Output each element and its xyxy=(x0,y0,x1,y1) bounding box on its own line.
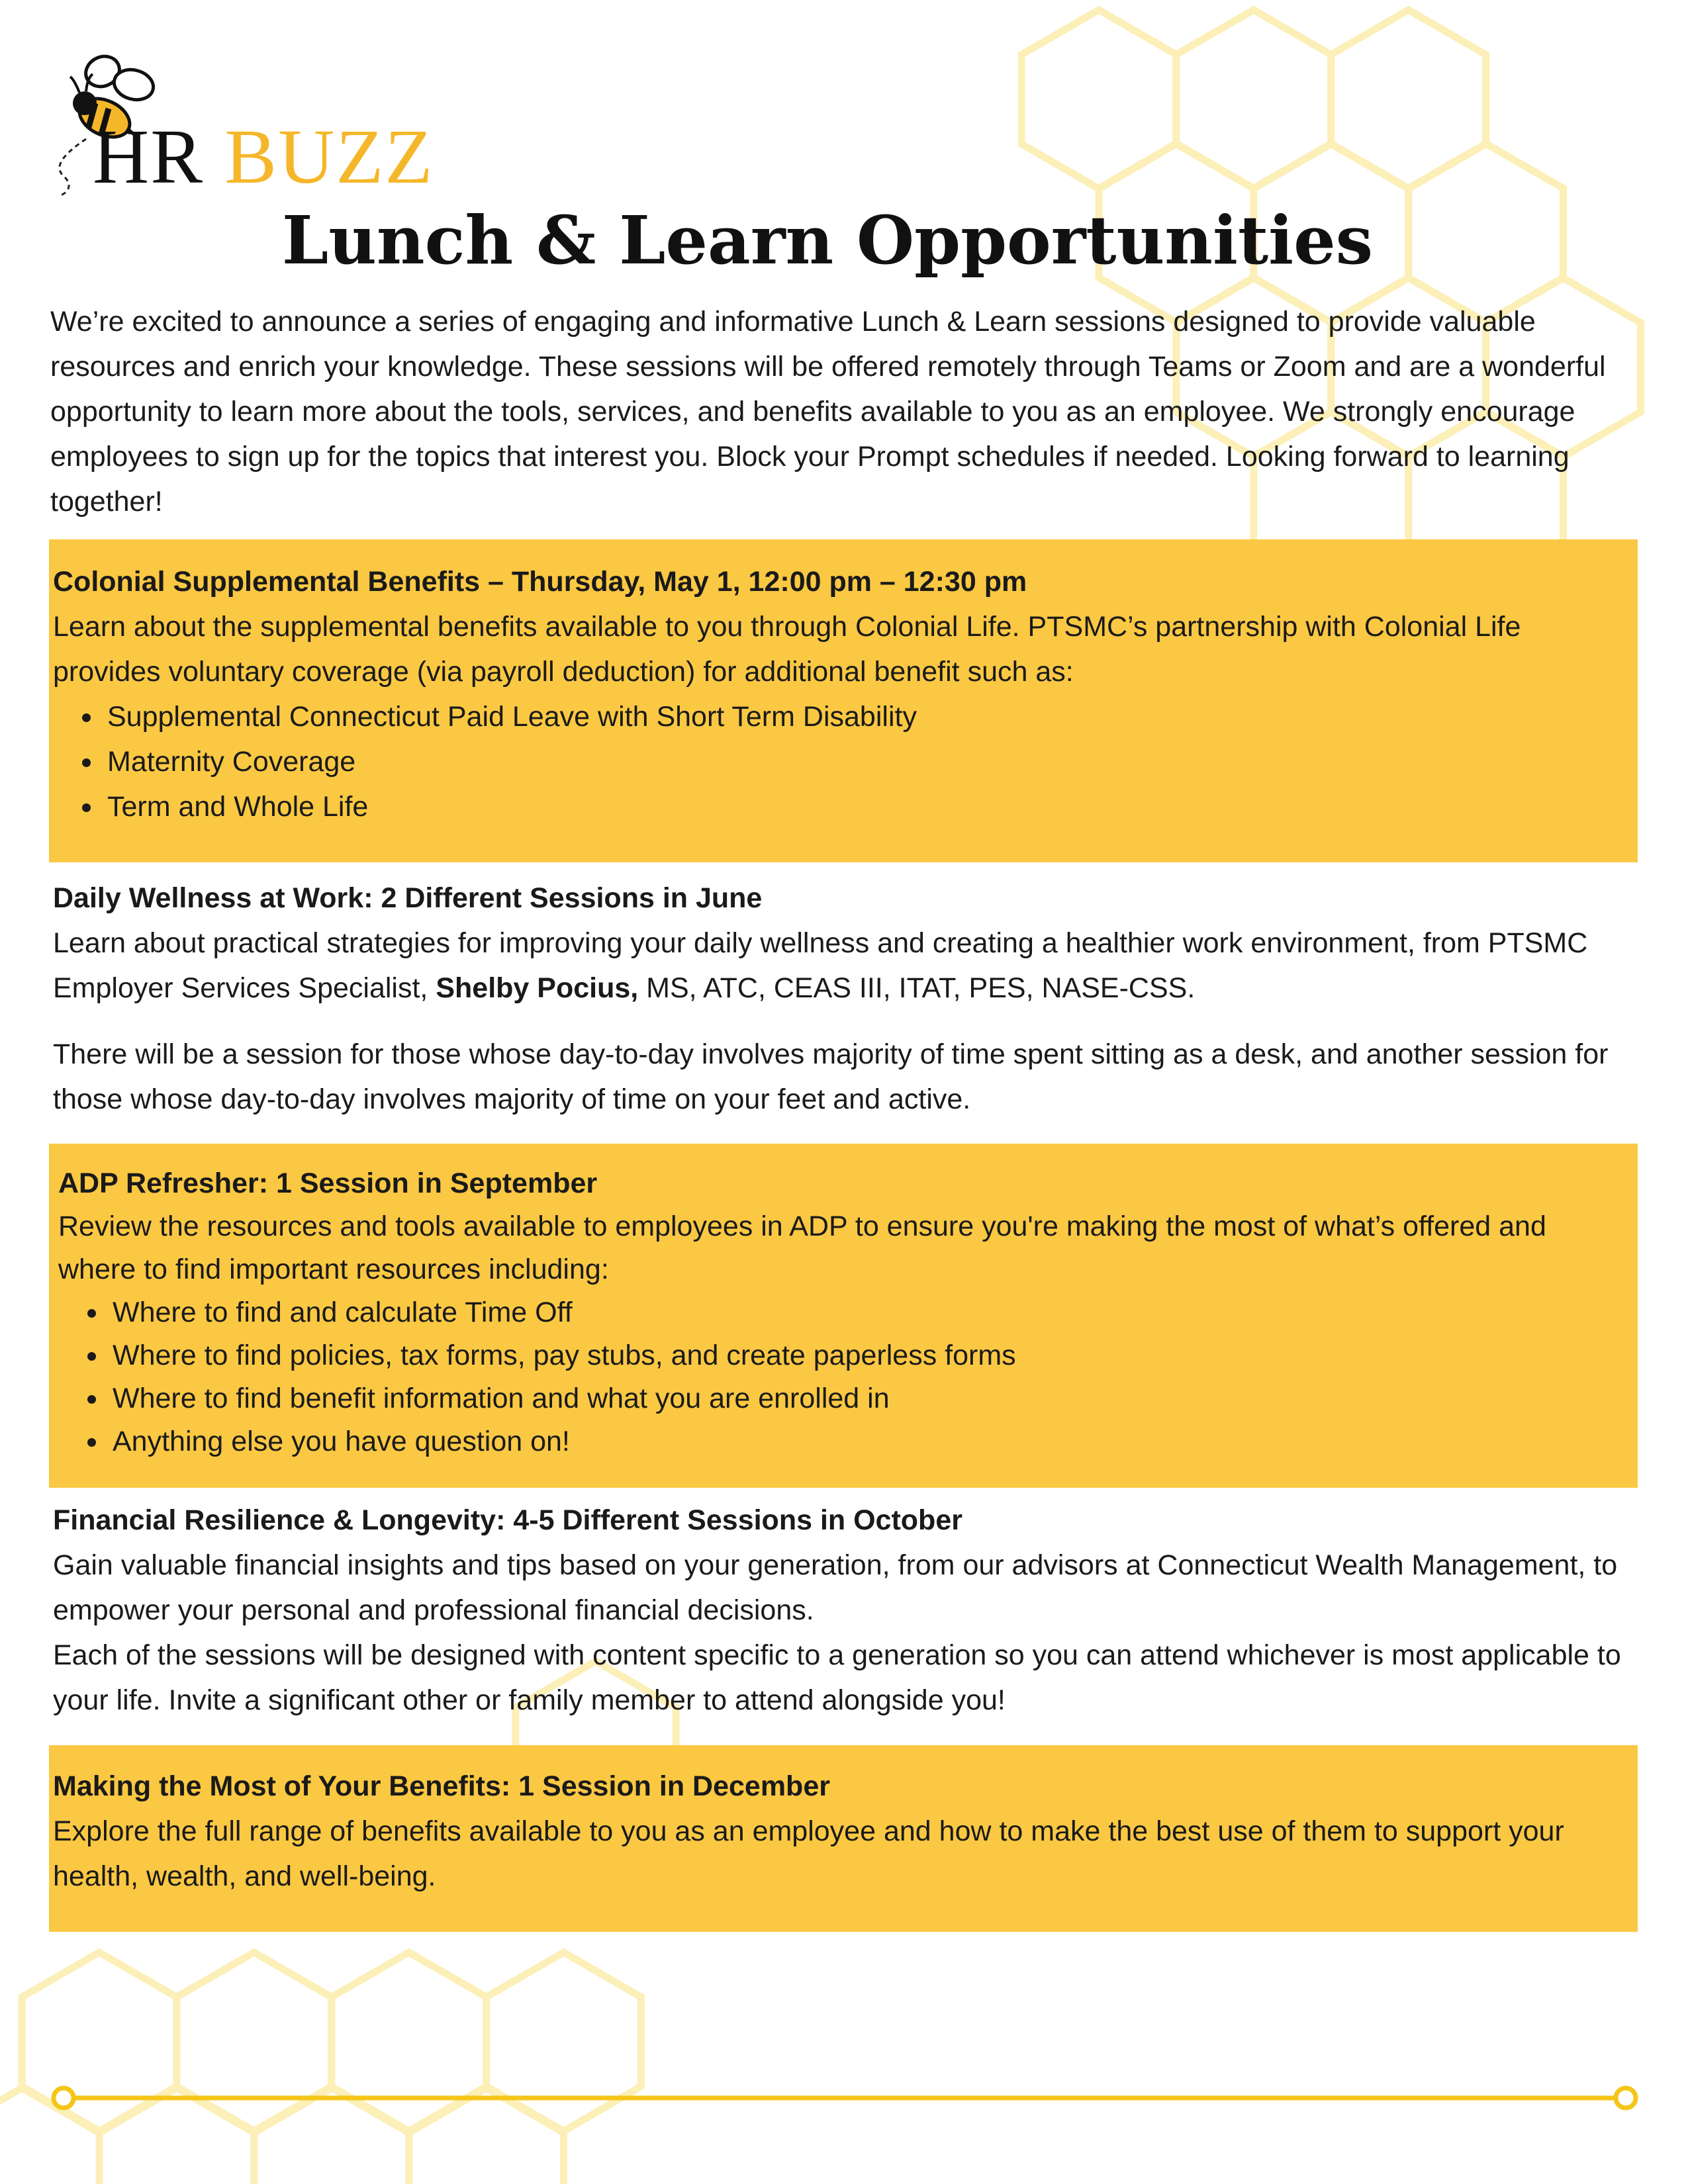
logo-buzz-text: BUZZ xyxy=(224,113,434,200)
section-title: Financial Resilience & Longevity: 4-5 Different Sessions in October xyxy=(53,1504,962,1536)
speaker-name: Shelby Pocius, xyxy=(436,972,639,1004)
footer-divider xyxy=(50,2085,1639,2111)
list-item: • Where to find and calculate Time Off xyxy=(109,1291,1628,1334)
daily-wellness-section xyxy=(49,876,1638,1122)
section-body-secondary: Each of the sessions will be designed with content specific to a generation so you can attend whichever is most applicable to your life. Invite a significant other or family member to attend alongside you! xyxy=(53,1639,1621,1716)
section-body: Learn about the supplemental benefits available to you through Colonial Life. PTSMC’s partnership with Colonial Life provides voluntary coverage (via payroll deduction) for additional benefit such as: xyxy=(53,611,1521,688)
section-body: Explore the full range of benefits available to you as an employee and how to make the best use of them to support your health, wealth, and well-being. xyxy=(53,1815,1564,1892)
adp-refresher-section xyxy=(49,1144,1638,1488)
intro-paragraph: We’re excited to announce a series of engaging and informative Lunch & Learn sessions designed to provide valuable resources and enrich your knowledge. These sessions will be offered remotely through Teams or Zoom and are a wonderful opportunity to learn more about the tools, services, and benefits available to you as an employee. We strongly encourage employees to sign up for the topics that interest you. Block your Prompt schedules if needed. Looking forward to learning together! xyxy=(50,306,1606,518)
list-item: • Where to find benefit information and what you are enrolled in xyxy=(109,1377,1628,1420)
section-body-secondary: There will be a session for those whose day-to-day involves majority of time spent sitting as a desk, and another session for those whose day-to-day involves majority of time on your feet and active. xyxy=(53,1038,1609,1115)
logo-hr-text: HR xyxy=(93,113,204,200)
section-body: Gain valuable financial insights and tips based on your generation, from our advisors at Connecticut Wealth Management, to empower your personal and professional financial decisions. xyxy=(53,1549,1618,1626)
making-most-benefits-section xyxy=(49,1745,1638,1932)
colonial-benefits-section xyxy=(49,539,1638,862)
section-body: Review the resources and tools available to employees in ADP to ensure you're making the most of what’s offered and where to find important resources including: xyxy=(58,1210,1546,1285)
section-title: Making the Most of Your Benefits: 1 Session in December xyxy=(53,1770,830,1802)
section-body xyxy=(53,921,1634,1011)
section-title: Colonial Supplemental Benefits – Thursday, May 1, 12:00 pm – 12:30 pm xyxy=(53,566,1027,598)
section-title: Daily Wellness at Work: 2 Different Sessions in June xyxy=(53,882,763,914)
financial-resilience-section xyxy=(49,1498,1638,1723)
body-text: Learn about practical strategies for improving your daily wellness and creating a healthier work environment, from PTSMC Employer Services Specialist, xyxy=(53,927,1588,1004)
credentials-text: MS, ATC, CEAS III, ITAT, PES, NASE-CSS. xyxy=(638,972,1196,1004)
section-title: ADP Refresher: 1 Session in September xyxy=(58,1167,598,1199)
list-item: • Term and Whole Life xyxy=(103,784,1634,829)
page-title: Lunch & Learn Opportunities xyxy=(281,201,1374,279)
bullet-list xyxy=(58,1291,1628,1463)
hr-buzz-logo xyxy=(93,113,434,200)
bullet-list xyxy=(53,694,1634,829)
list-item: • Anything else you have question on! xyxy=(109,1420,1628,1463)
list-item: • Supplemental Connecticut Paid Leave with Short Term Disability xyxy=(103,694,1634,739)
list-item: • Maternity Coverage xyxy=(103,739,1634,784)
list-item: • Where to find policies, tax forms, pay stubs, and create paperless forms xyxy=(109,1334,1628,1377)
